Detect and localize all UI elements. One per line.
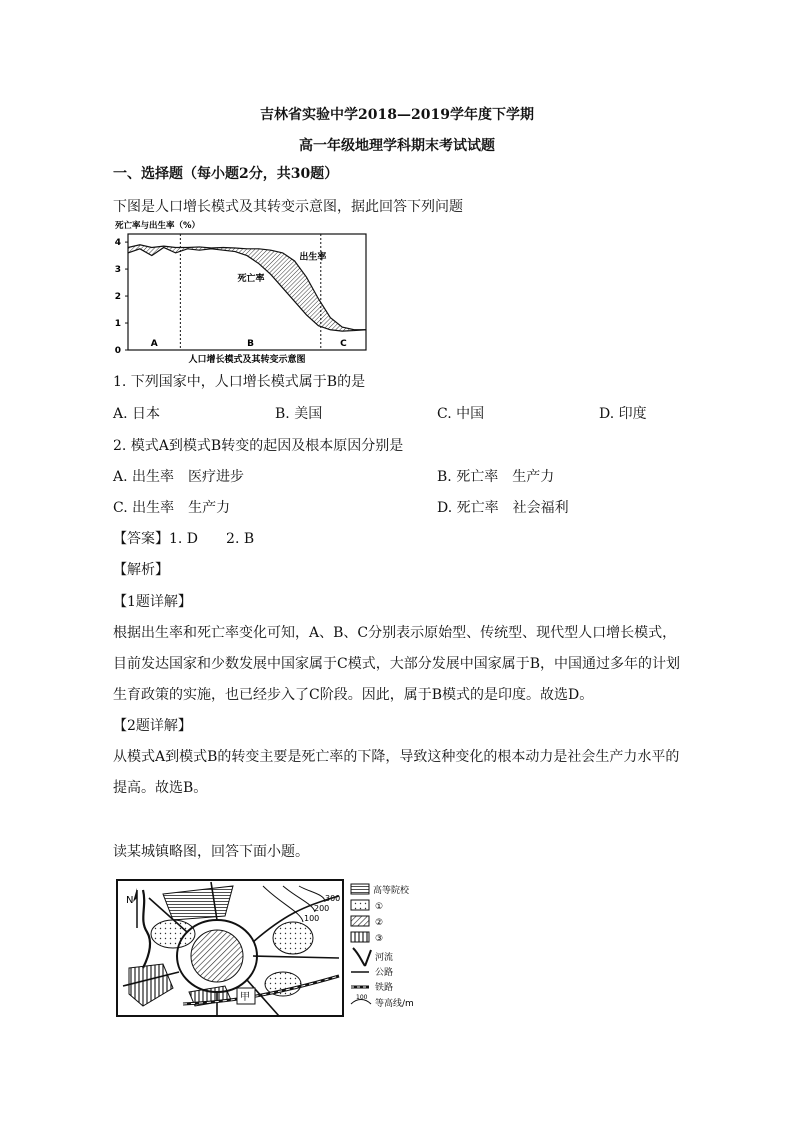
y-tick-label: 1 (114, 319, 121, 330)
analysis-heading: 【解析】 (113, 562, 169, 578)
exam-subtitle: 高一年级地理学科期末考试试题 (299, 138, 495, 154)
contour-label-200: 200 (314, 904, 330, 913)
birth-rate-line (128, 245, 366, 330)
legend-contour: 等高线/m (375, 999, 414, 1009)
legend-university: 高等院校 (373, 886, 410, 896)
river-legend-icon (353, 948, 371, 966)
death-rate-label: 死亡率 (237, 274, 265, 285)
question-intro-map: 读某城镇略图，回答下面小题。 (113, 844, 309, 860)
stage-label: B (247, 339, 255, 349)
population-chart (112, 218, 372, 366)
contour-label-100: 100 (304, 914, 320, 923)
birth-rate-label: 出生率 (299, 252, 327, 263)
town-map (113, 876, 433, 1022)
exam-title: 吉林省实验中学2018—2019学年度下学期 (260, 107, 534, 123)
q1-option-a[interactable]: A. 日本 (113, 406, 161, 422)
north-label: N (126, 895, 134, 906)
chart-ylabel: 死亡率与出生率（%） (115, 221, 201, 231)
detail1-text: 根据出生率和死亡率变化可知，A、B、C分别表示原始型、传统型、现代型人口增长模式，目前发达国家和少数发展中国家属于C模式，大部分发展中国家属于B，中国通过多年的计划生育政策的实施，也已经步入了C阶段。因此，属于B模式的是印度。故选D。 (113, 625, 680, 703)
legend-zone1: ① (375, 902, 384, 912)
detail2-text: 从模式A到模式B的转变主要是死亡率的下降，导致这种变化的根本动力是社会生产力水平的提高。故选B。 (113, 749, 680, 796)
map-legend (351, 884, 414, 1009)
contour-label-300: 300 (325, 894, 341, 903)
detail2-heading: 【2题详解】 (113, 718, 192, 734)
answer-line: 【答案】1. D 2. B (113, 531, 255, 547)
chart-title: 人口增长模式及其转变示意图 (188, 355, 306, 365)
q1-option-d[interactable]: D. 印度 (599, 406, 647, 422)
q2-option-d[interactable]: D. 死亡率 社会福利 (437, 500, 569, 516)
place-jia-label: 甲 (240, 992, 250, 1003)
chart-plot-area (115, 234, 366, 356)
stage-label: C (340, 339, 347, 349)
y-tick-label: 3 (114, 265, 121, 276)
stage-label: A (150, 339, 158, 349)
zone-1-east (273, 922, 313, 954)
y-tick-label: 2 (114, 292, 121, 303)
q1-option-c[interactable]: C. 中国 (437, 406, 485, 422)
legend-zone2: ② (375, 918, 384, 928)
y-tick-label: 0 (114, 346, 121, 356)
question-intro: 下图是人口增长模式及其转变示意图，据此回答下列问题 (113, 199, 463, 215)
legend-road: 公路 (375, 968, 394, 978)
zone-1-north (151, 920, 195, 948)
legend-zone3: ③ (375, 934, 384, 944)
q2-stem: 2. 模式A到模式B转变的起因及根本原因分别是 (113, 438, 404, 454)
section-heading: 一、选择题（每小题2分，共30题） (113, 166, 339, 182)
q1-stem: 1. 下列国家中，人口增长模式属于B的是 (113, 374, 366, 390)
q2-option-b[interactable]: B. 死亡率 生产力 (437, 469, 555, 485)
zone-2-center (191, 930, 243, 982)
legend-river: 河流 (375, 953, 394, 963)
legend-railway: 铁路 (375, 983, 394, 993)
q2-option-c[interactable]: C. 出生率 生产力 (113, 500, 231, 516)
q1-option-b[interactable]: B. 美国 (275, 406, 323, 422)
detail1-heading: 【1题详解】 (113, 594, 192, 610)
q2-option-a[interactable]: A. 出生率 医疗进步 (113, 469, 245, 485)
legend-contour-value: 100 (356, 994, 368, 1001)
y-tick-label: 4 (114, 238, 121, 249)
